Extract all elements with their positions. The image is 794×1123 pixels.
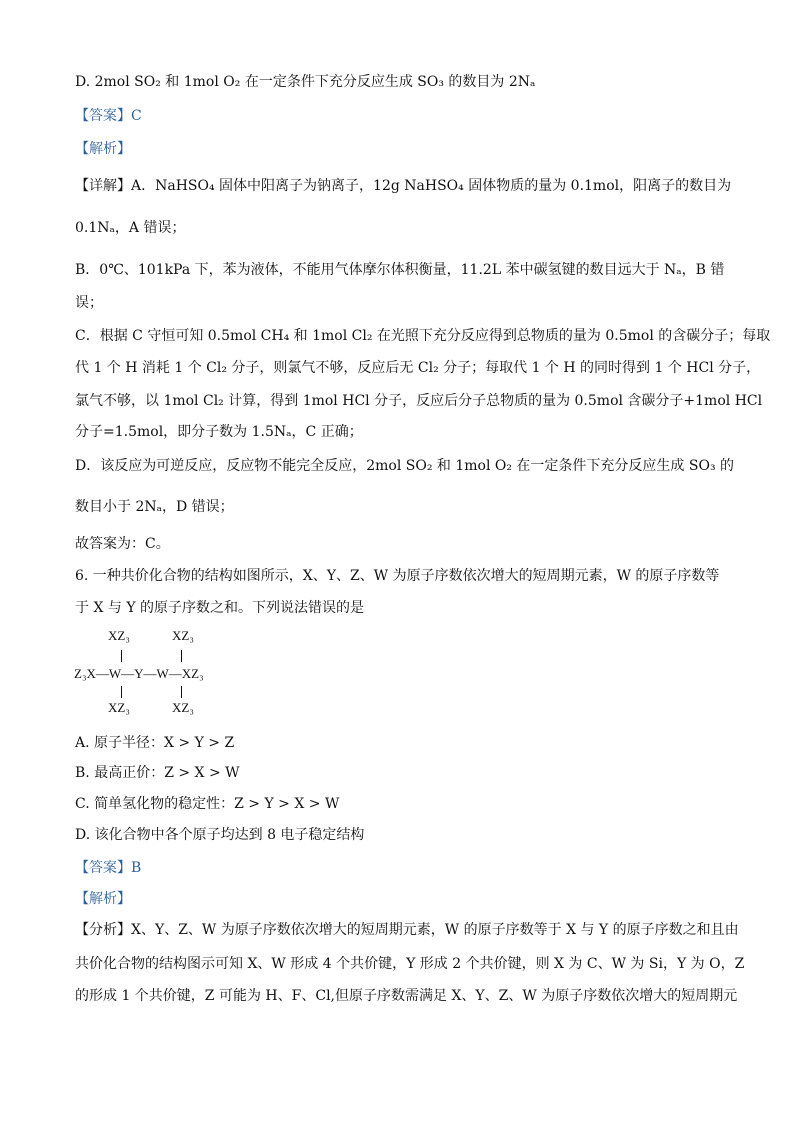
structure-middle: Z₃X—W—Y—W—XZ₃ <box>74 666 204 681</box>
bond-line <box>121 686 122 698</box>
structure-top-left: XZ₃ <box>108 628 130 643</box>
explanation-line: 氯气不够，以 1mol Cl₂ 计算，得到 1mol HCl 分子，反应后分子总物质的量为 0.5mol 含碳分子+1mol HCl <box>75 393 763 409</box>
analysis-label: 【解析】 <box>75 141 131 157</box>
bond-line <box>181 650 182 662</box>
analysis-line: 的形成 1 个共价键，Z 可能为 H、F、Cl,但原子序数需满足 X、Y、Z、W 为原子序数依次增大的短周期元 <box>75 988 738 1004</box>
explanation-line: D．该反应为可逆反应，反应物不能完全反应，2mol SO₂ 和 1mol O₂ 在一定条件下充分反应生成 SO₃ 的 <box>75 458 735 474</box>
option-c: C. 简单氢化物的稳定性：Z > Y > X > W <box>75 796 340 812</box>
analysis-line: 共价化合物的结构图示可知 X、W 形成 4 个共价键，Y 形成 2 个共价键，则 X 为 C、W 为 Si，Y 为 O，Z <box>75 956 745 972</box>
bond-line <box>181 686 182 698</box>
option-b: B. 最高正价：Z > X > W <box>75 765 240 781</box>
option-d: D. 2mol SO₂ 和 1mol O₂ 在一定条件下充分反应生成 SO₃ 的数目为 2Nₐ <box>75 74 536 90</box>
structure-bottom-right: XZ₃ <box>172 700 194 715</box>
structure-diagram <box>72 628 292 720</box>
question-6-stem: 于 X 与 Y 的原子序数之和。下列说法错误的是 <box>75 600 365 616</box>
answer-label: 【答案】C <box>75 108 142 124</box>
conclusion-line: 故答案为：C。 <box>75 536 170 552</box>
structure-top-right: XZ₃ <box>172 628 194 643</box>
analysis-label: 【解析】 <box>75 891 131 907</box>
option-d: D. 该化合物中各个原子均达到 8 电子稳定结构 <box>75 827 365 843</box>
structure-bottom-left: XZ₃ <box>108 700 130 715</box>
explanation-line: 数目小于 2Nₐ，D 错误； <box>75 499 234 515</box>
explanation-line: 0.1Nₐ，A 错误； <box>75 220 186 236</box>
explanation-line: 代 1 个 H 消耗 1 个 Cl₂ 分子，则氯气不够，反应后无 Cl₂ 分子；每取代 1 个 H 的同时得到 1 个 HCl 分子， <box>75 360 761 376</box>
question-6-stem: 6. 一种共价化合物的结构如图所示，X、Y、Z、W 为原子序数依次增大的短周期元素，W 的原子序数等 <box>75 568 720 584</box>
option-a: A. 原子半径：X > Y > Z <box>75 735 235 751</box>
explanation-line: C．根据 C 守恒可知 0.5mol CH₄ 和 1mol Cl₂ 在光照下充分反应得到总物质的量为 0.5mol 的含碳分子；每取 <box>75 328 771 344</box>
explanation-line: B．0℃、101kPa 下，苯为液体，不能用气体摩尔体积衡量，11.2L 苯中碳氢键的数目远大于 Nₐ，B 错 <box>75 262 725 278</box>
explanation-line: 误； <box>75 295 103 311</box>
explanation-line: 【详解】A．NaHSO₄ 固体中阳离子为钠离子，12g NaHSO₄ 固体物质的量为 0.1mol，阳离子的数目为 <box>75 178 732 194</box>
answer-label: 【答案】B <box>75 860 142 876</box>
explanation-line: 分子=1.5mol，即分子数为 1.5Nₐ，C 正确； <box>75 424 363 440</box>
bond-line <box>121 650 122 662</box>
analysis-line: 【分析】X、Y、Z、W 为原子序数依次增大的短周期元素，W 的原子序数等于 X 与 Y 的原子序数之和且由 <box>75 922 739 938</box>
